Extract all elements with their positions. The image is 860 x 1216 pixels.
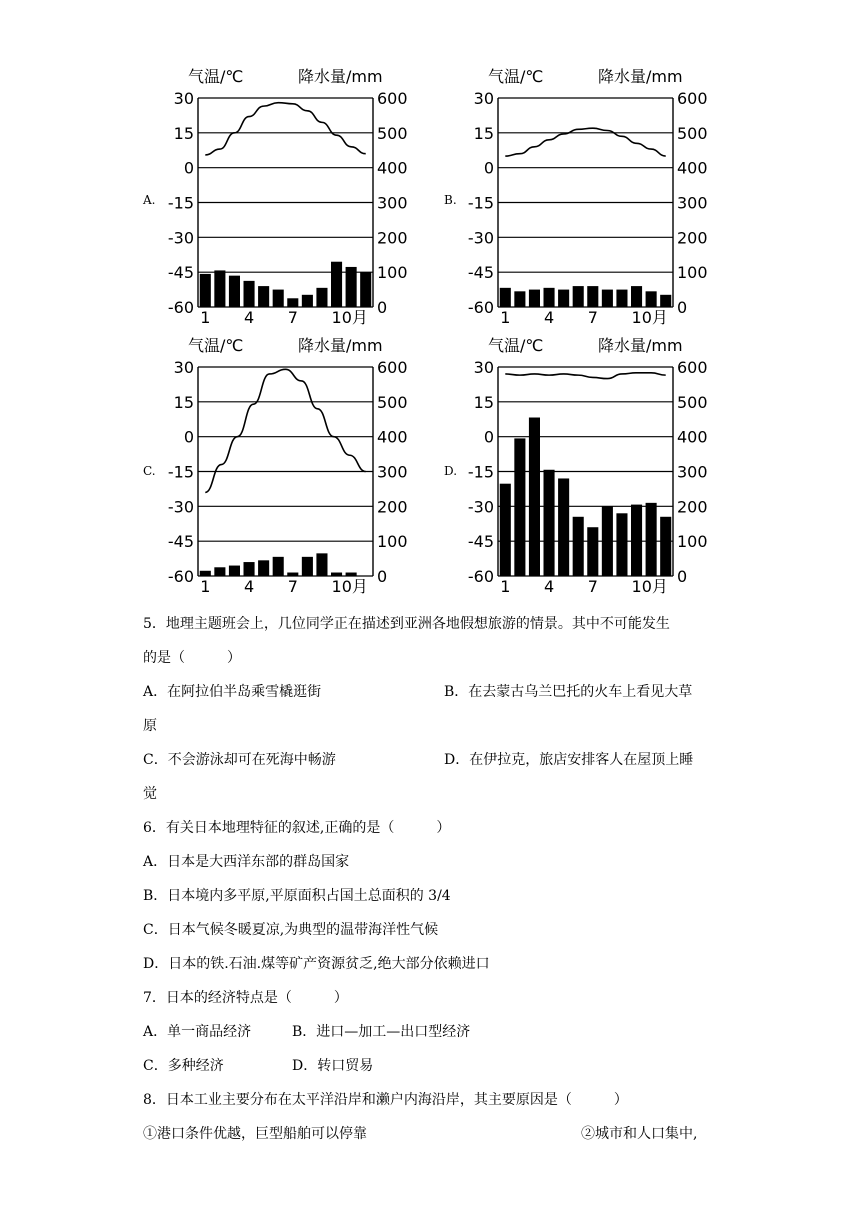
temperature-curve [205, 369, 365, 492]
precip-tick-label: 400 [377, 427, 408, 447]
option-label-b: B. [444, 193, 457, 207]
precip-bar [258, 560, 269, 576]
temp-tick-label: 0 [483, 427, 494, 447]
month-tick-label: 4 [244, 308, 255, 327]
precip-tick-label: 100 [677, 532, 708, 552]
climate-chart-c [160, 331, 408, 597]
precip-bar [587, 527, 598, 576]
precip-tick-label: 500 [377, 392, 408, 412]
q8-stem: 8．日本工业主要分布在太平洋沿岸和濑户内海沿岸，其主要原因是（ ） [143, 1092, 628, 1108]
month-tick-label: 7 [287, 577, 298, 596]
q7-option-b: B．进口—加工—出口型经济 [292, 1024, 471, 1040]
temp-tick-label: 0 [483, 158, 494, 178]
temp-tick-label: 30 [173, 358, 194, 377]
temp-tick-label: -60 [167, 298, 194, 317]
month-tick-label: 10月 [331, 577, 368, 596]
precip-bar [331, 573, 342, 576]
precip-bar [544, 288, 555, 307]
precip-tick-label: 100 [677, 263, 708, 283]
temp-axis-title: 气温/℃ [188, 67, 244, 86]
q5-option-d-cont: 觉 [143, 786, 157, 802]
q5-option-a: A．在阿拉伯半岛乘雪橇逛街 [143, 684, 322, 700]
precip-tick-label: 600 [677, 358, 708, 377]
precip-tick-label: 400 [377, 158, 408, 178]
temp-tick-label: 15 [473, 123, 494, 143]
precip-bar [214, 567, 225, 576]
precip-bar [200, 571, 211, 576]
precip-bar [244, 562, 255, 576]
climate-chart-a [160, 62, 408, 328]
temp-tick-label: -15 [467, 193, 494, 213]
precip-tick-label: 200 [677, 228, 708, 248]
precip-bar [514, 291, 525, 307]
month-tick-label: 7 [587, 308, 598, 327]
q6-option-a: A．日本是大西洋东部的群岛国家 [143, 854, 350, 870]
precip-bar [200, 274, 211, 307]
precip-tick-label: 300 [377, 193, 408, 213]
q6-option-b: B．日本境内多平原,平原面积占国土总面积的 3/4 [143, 888, 451, 904]
precip-bar [346, 573, 357, 576]
temp-tick-label: -15 [167, 462, 194, 482]
month-tick-label: 1 [500, 577, 511, 596]
temp-tick-label: 15 [173, 123, 194, 143]
temp-tick-label: 30 [473, 89, 494, 108]
temp-tick-label: -45 [467, 532, 494, 552]
precip-tick-label: 200 [377, 497, 408, 517]
option-label-c: C. [143, 464, 156, 478]
precip-axis-title: 降水量/mm [298, 336, 383, 355]
precip-bar [302, 557, 313, 576]
precip-tick-label: 600 [377, 358, 408, 377]
q5-stem-line1: 5．地理主题班会上，几位同学正在描述到亚洲各地假想旅游的情景。其中不可能发生 [143, 616, 670, 632]
temp-tick-label: -30 [467, 228, 494, 248]
temp-tick-label: 15 [173, 392, 194, 412]
q5-option-b-cont: 原 [143, 718, 157, 734]
precip-bar [287, 573, 298, 576]
precip-bar [602, 290, 613, 307]
q6-stem: 6．有关日本地理特征的叙述,正确的是（ ） [143, 820, 451, 836]
precip-bar [514, 438, 525, 576]
precip-tick-label: 400 [677, 427, 708, 447]
temp-tick-label: -60 [467, 567, 494, 586]
month-tick-label: 4 [244, 577, 255, 596]
month-tick-label: 7 [587, 577, 598, 596]
q5-option-c: C．不会游泳却可在死海中畅游 [143, 752, 336, 768]
q5-stem-line2: 的是（ ） [143, 650, 241, 666]
q6-option-d: D．日本的铁.石油.煤等矿产资源贫乏,绝大部分依赖进口 [143, 956, 490, 972]
temp-axis-title: 气温/℃ [188, 336, 244, 355]
precip-bar [529, 290, 540, 307]
temp-tick-label: 30 [473, 358, 494, 377]
precip-bar [616, 290, 627, 307]
precip-tick-label: 400 [677, 158, 708, 178]
precip-bar [500, 484, 511, 576]
precip-bar [660, 517, 671, 576]
month-tick-label: 4 [544, 577, 555, 596]
q8-option-1: ①港口条件优越，巨型船舶可以停靠 [143, 1126, 367, 1142]
precip-bar [631, 505, 642, 576]
temp-tick-label: -15 [467, 462, 494, 482]
precip-bar [646, 503, 657, 576]
precip-bar [244, 281, 255, 307]
month-tick-label: 10月 [631, 577, 668, 596]
precip-tick-label: 300 [677, 462, 708, 482]
q8-option-2: ②城市和人口集中, [581, 1126, 698, 1142]
precip-tick-label: 100 [377, 532, 408, 552]
precip-bar [573, 286, 584, 307]
precip-bar [316, 288, 327, 307]
precip-tick-label: 600 [677, 89, 708, 108]
precip-bar [646, 291, 657, 307]
precip-bar [229, 566, 240, 576]
precip-tick-label: 100 [377, 263, 408, 283]
q7-option-c: C．多种经济 [143, 1058, 224, 1074]
precip-bar [587, 286, 598, 307]
month-tick-label: 10月 [631, 308, 668, 327]
temp-tick-label: -60 [167, 567, 194, 586]
climate-chart-svg [160, 331, 408, 596]
precip-bar [558, 290, 569, 307]
temp-tick-label: -15 [167, 193, 194, 213]
q7-option-a: A．单一商品经济 [143, 1024, 252, 1040]
precip-tick-label: 0 [377, 298, 388, 317]
precip-bar [529, 418, 540, 576]
temp-tick-label: 30 [173, 89, 194, 108]
precip-tick-label: 600 [377, 89, 408, 108]
temperature-curve [505, 373, 665, 379]
temperature-curve [205, 103, 365, 155]
precip-bar [316, 553, 327, 576]
precip-bar [273, 557, 284, 576]
precip-tick-label: 0 [677, 298, 688, 317]
temp-tick-label: 0 [183, 427, 194, 447]
month-tick-label: 1 [200, 577, 211, 596]
precip-bar [302, 295, 313, 307]
climate-chart-svg [460, 62, 708, 327]
temp-tick-label: -45 [167, 263, 194, 283]
option-label-a: A. [143, 193, 156, 207]
q7-stem: 7．日本的经济特点是（ ） [143, 990, 348, 1006]
precip-axis-title: 降水量/mm [598, 67, 683, 86]
precip-bar [360, 272, 371, 307]
precip-bar [229, 276, 240, 307]
precip-bar [331, 262, 342, 307]
climate-chart-svg [160, 62, 408, 327]
month-tick-label: 10月 [331, 308, 368, 327]
precip-tick-label: 500 [377, 123, 408, 143]
month-tick-label: 1 [500, 308, 511, 327]
temp-tick-label: -30 [167, 497, 194, 517]
precip-bar [273, 290, 284, 307]
temp-tick-label: -45 [467, 263, 494, 283]
precip-bar [287, 298, 298, 307]
precip-bar [346, 267, 357, 307]
precip-bar [660, 295, 671, 307]
precip-axis-title: 降水量/mm [598, 336, 683, 355]
precip-tick-label: 500 [677, 123, 708, 143]
precip-tick-label: 0 [377, 567, 388, 586]
month-tick-label: 1 [200, 308, 211, 327]
q6-option-c: C．日本气候冬暖夏凉,为典型的温带海洋性气候 [143, 922, 439, 938]
q5-option-b: B．在去蒙古乌兰巴托的火车上看见大草 [444, 684, 693, 700]
q7-option-d: D．转口贸易 [292, 1058, 374, 1074]
precip-axis-title: 降水量/mm [298, 67, 383, 86]
temp-axis-title: 气温/℃ [488, 67, 544, 86]
climate-chart-svg [460, 331, 708, 596]
temp-tick-label: -30 [467, 497, 494, 517]
climate-chart-b [460, 62, 708, 328]
precip-tick-label: 200 [677, 497, 708, 517]
precip-tick-label: 300 [377, 462, 408, 482]
precip-tick-label: 200 [377, 228, 408, 248]
precip-tick-label: 500 [677, 392, 708, 412]
temp-axis-title: 气温/℃ [488, 336, 544, 355]
temp-tick-label: -45 [167, 532, 194, 552]
climate-chart-d [460, 331, 708, 597]
temp-tick-label: 15 [473, 392, 494, 412]
precip-bar [500, 288, 511, 307]
option-label-d: D. [444, 464, 458, 478]
month-tick-label: 7 [287, 308, 298, 327]
precip-bar [214, 270, 225, 307]
precip-bar [616, 513, 627, 576]
precip-bar [558, 478, 569, 576]
temp-tick-label: -60 [467, 298, 494, 317]
precip-bar [602, 506, 613, 576]
month-tick-label: 4 [544, 308, 555, 327]
precip-bar [631, 286, 642, 307]
temp-tick-label: -30 [167, 228, 194, 248]
precip-bar [258, 286, 269, 307]
precip-bar [573, 517, 584, 576]
temp-tick-label: 0 [183, 158, 194, 178]
precip-tick-label: 0 [677, 567, 688, 586]
precip-tick-label: 300 [677, 193, 708, 213]
precip-bar [544, 470, 555, 576]
q5-option-d: D．在伊拉克，旅店安排客人在屋顶上睡 [444, 752, 694, 768]
